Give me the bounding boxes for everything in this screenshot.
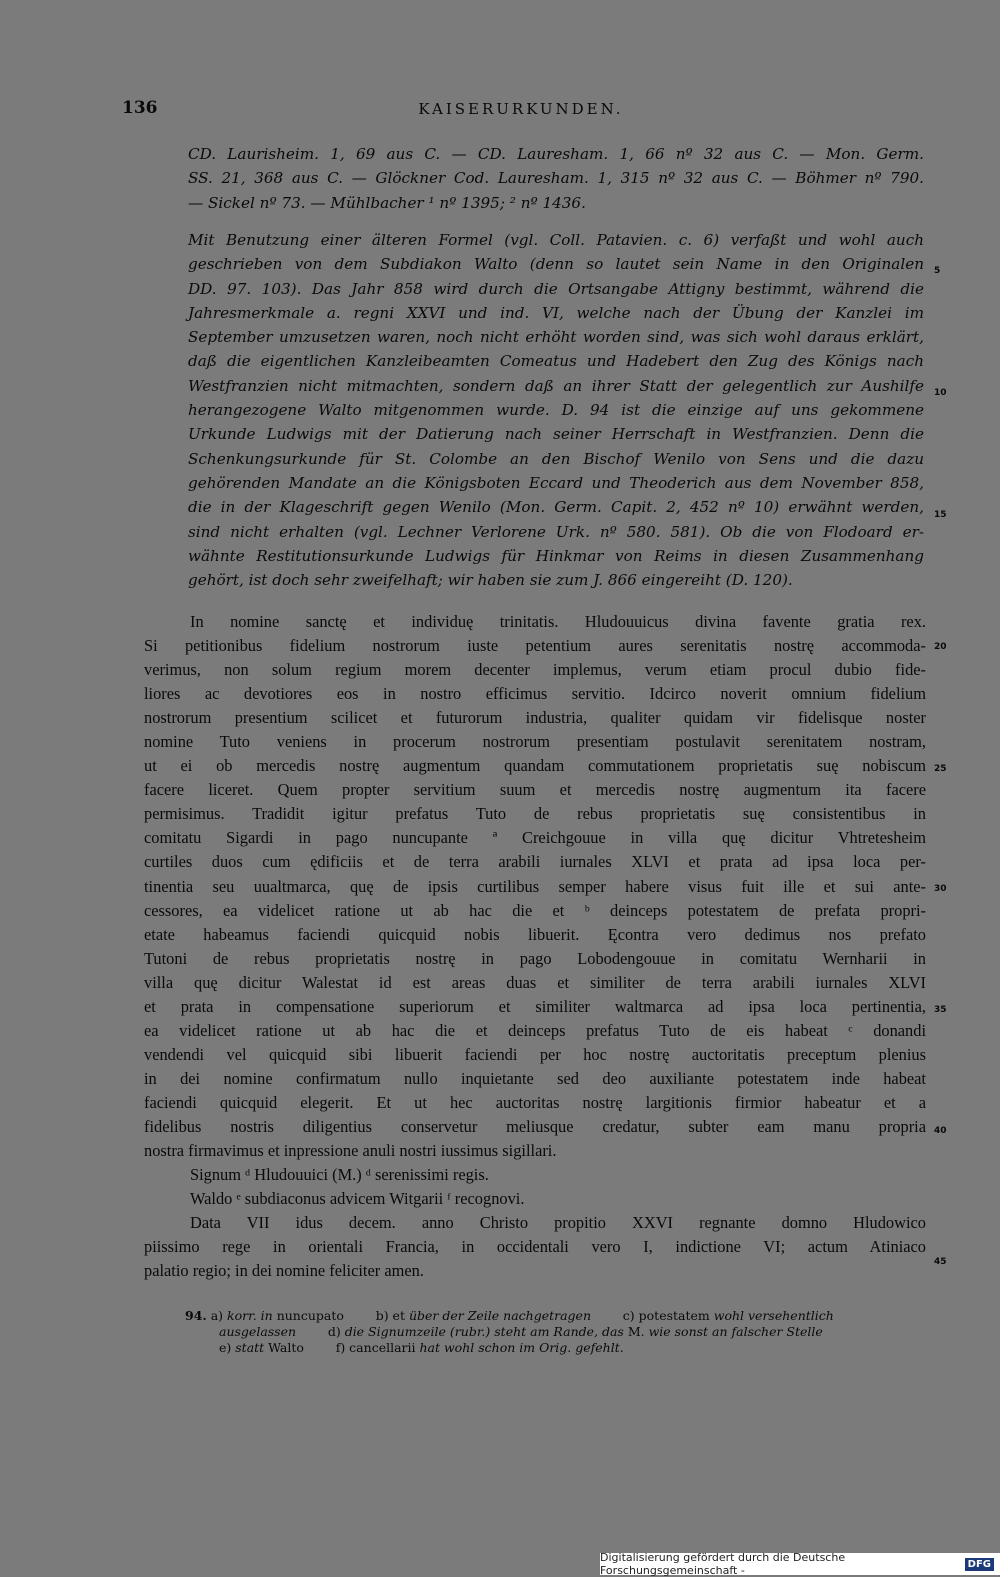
charter-line: Tutoni de rebus proprietatis nostrę in pago Lobodengouue in comitatu Wernharii in xyxy=(144,948,926,968)
footnote-line xyxy=(185,1324,930,1340)
charter-line: nomine Tuto veniens in procerum nostrorum presentiam postulavit serenitatem nostram, xyxy=(144,732,926,752)
footnote-text xyxy=(219,1324,823,1339)
margin-number: 45 xyxy=(934,1257,947,1267)
margin-number: 5 xyxy=(934,266,941,276)
charter-line: vendendi vel quicquid sibi libuerit faciendi per hoc nostrę auctoritatis preceptum plenius xyxy=(144,1044,926,1064)
charter-line: et prata in compensatione superiorum et similiter waltmarca ad ipsa loca pertinentia, xyxy=(144,996,926,1016)
intro-commentary xyxy=(188,228,924,592)
intro-line: Jahresmerkmale a. regni XXVI und ind. VI, welche nach der Übung der Kanzlei im xyxy=(188,303,924,322)
footnote-text xyxy=(211,1308,834,1323)
footnote-segment: c) potestatem xyxy=(591,1308,714,1323)
intro-line: Schenkungsurkunde für St. Colombe an den Bischof Wenilo von Sens und die dazu xyxy=(188,449,924,468)
charter-line: in dei nomine confirmatum nullo inquietante sed deo auxiliante potestatem inde habeat xyxy=(144,1068,926,1088)
funding-notice: Digitalisierung gefördert durch die Deutsche Forschungsgemeinschaft - xyxy=(600,1551,846,1577)
dfg-logo-icon: DFG xyxy=(965,1558,994,1571)
margin-number: 10 xyxy=(934,388,947,398)
footnote-italic-segment: hat wohl schon im Orig. gefehlt. xyxy=(419,1340,624,1355)
intro-line: sind nicht erhalten (vgl. Lechner Verlorene Urk. nº 580. 581). Ob die von Flodoard er- xyxy=(188,522,924,541)
charter-line: etate habeamus faciendi quicquid nobis libuerit. Ęcontra vero dedimus nos prefato xyxy=(144,924,926,944)
charter-line: permisimus. Tradidit igitur prefatus Tuto de rebus proprietatis suę consistentibus in xyxy=(144,804,926,824)
charter-line: comitatu Sigardi in pago nuncupante ª Creichgouue in villa quę dicitur Vhtretesheim xyxy=(144,828,926,848)
charter-line: cessores, ea videlicet ratione ut ab hac die et ᵇ deinceps potestatem de prefata propri- xyxy=(144,900,926,920)
footnote-segment: nuncupato b) et xyxy=(272,1308,409,1323)
footnote-segment: d) xyxy=(296,1324,345,1339)
footnote-segment: a) xyxy=(210,1308,228,1323)
charter-line: nostrorum presentium scilicet et futurorum industria, qualiter quidam vir fidelisque noster xyxy=(144,708,926,728)
dating-line: palatio regio; in dei nomine feliciter amen. xyxy=(144,1261,424,1281)
intro-line: September umzusetzen waren, noch nicht erhöht worden sind, was sich wohl daraus erklärt, xyxy=(188,328,924,347)
footnote-italic-segment: wohl versehentlich xyxy=(713,1308,834,1323)
charter-line: ut ei ob mercedis nostrę augmentum quandam commutationem proprietatis suę nobiscum xyxy=(144,756,926,776)
digitization-footer xyxy=(600,1553,1000,1575)
intro-line: wähnte Restitutionsurkunde Ludwigs für Hinkmar von Reims in diesen Zusammenhang xyxy=(188,546,924,565)
footnote-italic-segment: korr. in xyxy=(227,1308,273,1323)
page-header xyxy=(122,98,920,120)
charter-line: nostra firmavimus et inpressione anuli nostri iussimus sigillari. xyxy=(144,1141,557,1161)
intro-line: gehörenden Mandate an die Königsboten Eccard und Theoderich aus dem November 858, xyxy=(188,473,924,492)
margin-line-numbers xyxy=(934,0,974,1575)
footnote-text xyxy=(219,1340,624,1355)
intro-line: geschrieben von dem Subdiakon Walto (denn so lautet sein Name in den Originalen xyxy=(188,255,924,274)
footnote-line xyxy=(185,1340,930,1356)
dating-line: piissimo rege in orientali Francia, in occidentali vero I, indictione VI; actum Atiniaco xyxy=(144,1237,926,1257)
recognition-line: Waldo ᵉ subdiaconus advicem Witgarii ᶠ recognovi. xyxy=(190,1189,525,1209)
intro-line: Westfranzien nicht mitmachten, sondern daß an ihrer Statt der gelegentlich zur Aushilfe xyxy=(188,376,924,395)
intro-line: gehört, ist doch sehr zweifelhaft; wir haben sie zum J. 866 eingereiht (D. 120). xyxy=(188,571,793,590)
charter-line: liores ac devotiores eos in nostro efficimus servitio. Idcirco noverit omnium fidelium xyxy=(144,684,926,704)
footnote-segment: e) xyxy=(219,1340,236,1355)
page-number: 136 xyxy=(122,98,158,118)
footnote-italic-segment: wie sonst an falscher Stelle xyxy=(648,1324,823,1339)
sources-line: CD. Laurisheim. 1, 69 aus C. — CD. Lauresham. 1, 66 nº 32 aus C. — Mon. Germ. xyxy=(188,145,924,163)
footnote-italic-segment: ausgelassen xyxy=(219,1324,297,1339)
footnote-segment: M. xyxy=(623,1324,649,1339)
charter-line: In nomine sanctę et individuę trinitatis. Hludouuicus divina favente gratia rex. xyxy=(190,612,926,631)
footnote-number: 94. xyxy=(185,1308,207,1323)
dating-line: Data VII idus decem. anno Christo propitio XXVI regnante domno Hludowico xyxy=(190,1213,926,1233)
charter-line: Si petitionibus fidelium nostrorum iuste petentium aures serenitatis nostrę accommoda- xyxy=(144,636,926,656)
sources-line: — Sickel nº 73. — Mühlbacher ¹ nº 1395; ² nº 1436. xyxy=(188,193,586,212)
charter-line: ea videlicet ratione ut ab hac die et deinceps prefatus Tuto de eis habeat ᶜ donandi xyxy=(144,1020,926,1040)
intro-line: Urkunde Ludwigs mit der Datierung nach seiner Herrschaft in Westfranzien. Denn die xyxy=(188,425,924,444)
margin-number: 15 xyxy=(934,510,947,520)
intro-line: die in der Klageschrift gegen Wenilo (Mon. Germ. Capit. 2, 452 nº 10) erwähnt werden, xyxy=(188,498,924,517)
footnote-italic-segment: statt xyxy=(235,1340,265,1355)
footnote-line xyxy=(185,1308,930,1324)
intro-line: herangezogene Walto mitgenommen wurde. D. 94 ist die einzige auf uns gekommene xyxy=(188,401,924,420)
running-title: KAISERURKUNDEN. xyxy=(418,100,624,118)
intro-line: DD. 97. 103). Das Jahr 858 wird durch die Ortsangabe Attigny bestimmt, während die xyxy=(188,279,924,298)
margin-number: 20 xyxy=(934,642,947,652)
footnote-segment: Walto f) cancellarii xyxy=(264,1340,420,1355)
margin-number: 25 xyxy=(934,764,947,774)
footnotes xyxy=(185,1308,930,1356)
charter-line: facere liceret. Quem propter servitium suum et mercedis nostrę augmentum ita facere xyxy=(144,780,926,800)
charter-line: curtiles duos cum ędificiis et de terra arabili iurnales XLVI et prata ad ipsa loca per- xyxy=(144,852,926,872)
charter-line: faciendi quicquid elegerit. Et ut hec auctoritas nostrę largitionis firmior habeatur et a xyxy=(144,1092,926,1112)
margin-number: 40 xyxy=(934,1126,947,1136)
charter-line: tinentia seu uualtmarca, quę de ipsis curtilibus semper habere visus fuit ille et sui ante- xyxy=(144,876,926,896)
charter-line: verimus, non solum regium morem decenter implemus, verum etiam procul dubio fide- xyxy=(144,660,926,680)
intro-line: Mit Benutzung einer älteren Formel (vgl. Coll. Patavien. c. 6) verfaßt und wohl auch xyxy=(188,231,924,249)
footnote-italic-segment: über der Zeile nachgetragen xyxy=(408,1308,592,1323)
margin-number: 35 xyxy=(934,1005,947,1015)
footnote-italic-segment: die Signumzeile (rubr.) steht am Rande, das xyxy=(344,1324,624,1339)
charter-line: villa quę dicitur Walestat id est areas duas et similiter de terra arabili iurnales XLVI xyxy=(144,972,926,992)
signum-line: Signum ᵈ Hludouuici (M.) ᵈ serenissimi regis. xyxy=(190,1165,489,1185)
charter-line: fidelibus nostris diligentius conservetur meliusque credatur, subter eam manu propria xyxy=(144,1116,926,1136)
charter-text xyxy=(144,610,926,1283)
sources-block xyxy=(188,142,924,215)
margin-number: 30 xyxy=(934,884,947,894)
sources-line: SS. 21, 368 aus C. — Glöckner Cod. Lauresham. 1, 315 nº 32 aus C. — Böhmer nº 790. xyxy=(188,169,924,188)
intro-line: daß die eigentlichen Kanzleibeamten Comeatus und Hadebert den Zug des Königs nach xyxy=(188,352,924,371)
